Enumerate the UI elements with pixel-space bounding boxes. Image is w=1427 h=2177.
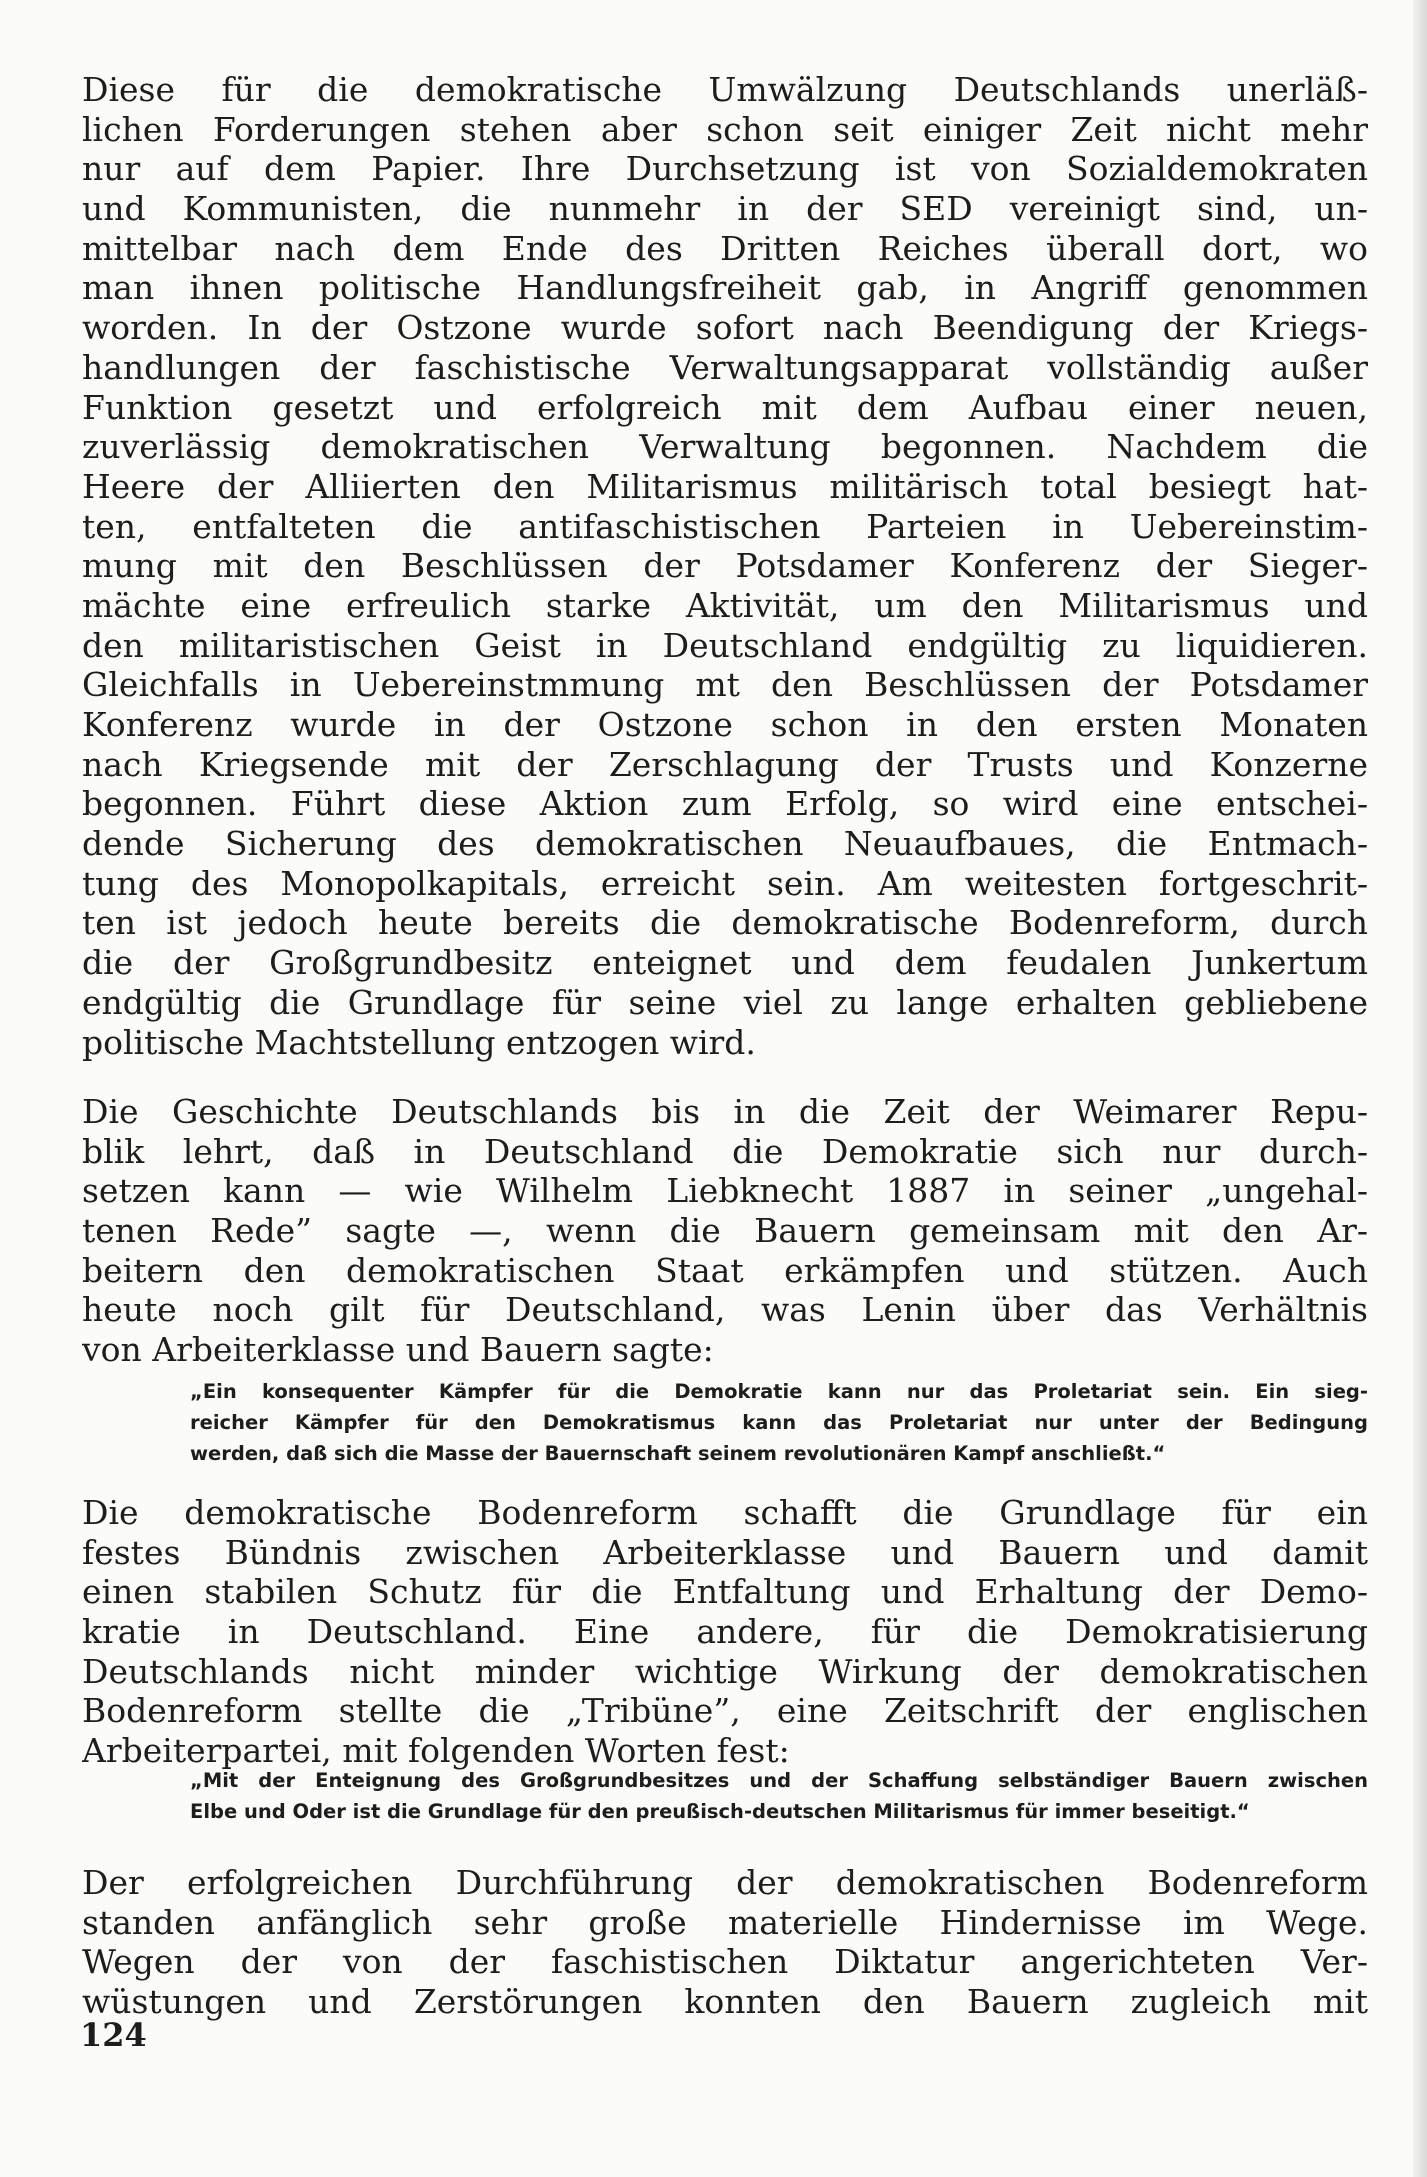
page-number: 124 [80,2016,147,2054]
text-line: wüstungen und Zerstörungen konnten den Bauern zugleich mit [82,1982,1368,2022]
text-line: Heere der Alliierten den Militarismus militärisch total besiegt hat- [82,466,1368,506]
text-line: lichen Forderungen stehen aber schon seit einiger Zeit nicht mehr [82,109,1368,149]
text-line: Bodenreform stellte die „Tribüne”, eine Zeitschrift der englischen [82,1691,1368,1731]
text-line: handlungen der faschistische Verwaltungsapparat vollständig außer [82,347,1368,387]
text-line: Arbeiterpartei, mit folgenden Worten fest: [82,1731,790,1771]
text-line: mittelbar nach dem Ende des Dritten Reiches überall dort, wo [82,228,1368,268]
quote-line: „Ein konsequenter Kämpfer für die Demokratie kann nur das Proletariat sein. Ein sieg- [190,1380,1368,1403]
text-line: Diese für die demokratische Umwälzung Deutschlands unerläß- [82,70,1368,109]
text-line: mächte eine erfreulich starke Aktivität, um den Militarismus und [82,585,1368,625]
text-line: setzen kann — wie Wilhelm Liebknecht 1887 in seiner „ungehal- [82,1171,1368,1211]
lenin-quote [190,1376,1368,1469]
text-line: Konferenz wurde in der Ostzone schon in den ersten Monaten [82,705,1368,744]
text-line: man ihnen politische Handlungsfreiheit gab, in Angriff genommen [82,268,1368,308]
text-line: Die Geschichte Deutschlands bis in die Zeit der Weimarer Repu- [82,1092,1368,1131]
scan-edge [1413,0,1427,2177]
text-line: nach Kriegsende mit der Zerschlagung der Trusts und Konzerne [82,744,1368,784]
text-line: Wegen der von der faschistischen Diktatur angerichteten Ver- [82,1942,1368,1982]
paragraph-4 [82,1863,1368,2022]
text-line: Funktion gesetzt und erfolgreich mit dem Aufbau einer neuen, [82,387,1368,427]
text-line: die der Großgrundbesitz enteignet und dem feudalen Junkertum [82,943,1368,983]
text-line: Die demokratische Bodenreform schafft die Grundlage für ein [82,1493,1368,1532]
text-line: standen anfänglich sehr große materielle Hindernisse im Wege. [82,1902,1368,1942]
text-line: tung des Monopolkapitals, erreicht sein. Am weitesten fortgeschrit- [82,863,1368,903]
text-line: ten ist jedoch heute bereits die demokratische Bodenreform, durch [82,903,1368,943]
text-line: worden. In der Ostzone wurde sofort nach Beendigung der Kriegs- [82,308,1368,348]
text-line: von Arbeiterklasse und Bauern sagte: [82,1330,714,1370]
text-line: begonnen. Führt diese Aktion zum Erfolg, so wird eine entschei- [82,784,1368,824]
text-line: festes Bündnis zwischen Arbeiterklasse und Bauern und damit [82,1532,1368,1572]
text-line: ten, entfalteten die antifaschistischen Parteien in Uebereinstim- [82,506,1368,546]
text-line: blik lehrt, daß in Deutschland die Demokratie sich nur durch- [82,1131,1368,1171]
text-line: den militaristischen Geist in Deutschland endgültig zu liquidieren. [82,625,1368,665]
text-line: heute noch gilt für Deutschland, was Lenin über das Verhältnis [82,1290,1368,1330]
paragraph-2 [82,1092,1368,1370]
tribune-quote [190,1765,1368,1827]
paragraph-1 [82,70,1368,1062]
text-line: Deutschlands nicht minder wichtige Wirkung der demokratischen [82,1651,1368,1691]
text-line: dende Sicherung des demokratischen Neuaufbaues, die Entmach- [82,824,1368,864]
text-line: mung mit den Beschlüssen der Potsdamer Konferenz der Sieger- [82,546,1368,586]
text-line: tenen Rede” sagte —, wenn die Bauern gemeinsam mit den Ar- [82,1211,1368,1251]
text-line: und Kommunisten, die nunmehr in der SED vereinigt sind, un- [82,189,1368,229]
quote-line: werden, daß sich die Masse der Bauernschaft seinem revolutionären Kampf anschließt.“ [190,1442,1166,1465]
text-line: nur auf dem Papier. Ihre Durchsetzung ist von Sozialdemokraten [82,149,1368,189]
quote-line: Elbe und Oder ist die Grundlage für den preußisch-deutschen Militarismus für immer beseitigt.“ [190,1800,1250,1823]
text-line: Der erfolgreichen Durchführung der demokratischen Bodenreform [82,1863,1368,1902]
text-line: endgültig die Grundlage für seine viel zu lange erhalten gebliebene [82,982,1368,1022]
text-line: kratie in Deutschland. Eine andere, für die Demokratisierung [82,1612,1368,1652]
paragraph-3 [82,1493,1368,1771]
text-line: politische Machtstellung entzogen wird. [82,1022,756,1062]
text-line: Gleichfalls in Uebereinstmmung mt den Beschlüssen der Potsdamer [82,665,1368,705]
quote-line: reicher Kämpfer für den Demokratismus kann das Proletariat nur unter der Bedingung [190,1411,1368,1434]
text-line: einen stabilen Schutz für die Entfaltung und Erhaltung der Demo- [82,1572,1368,1612]
quote-line: „Mit der Enteignung des Großgrundbesitzes und der Schaffung selbständiger Bauern zwischen [190,1769,1368,1792]
text-line: zuverlässig demokratischen Verwaltung begonnen. Nachdem die [82,427,1368,467]
text-line: beitern den demokratischen Staat erkämpfen und stützen. Auch [82,1250,1368,1290]
